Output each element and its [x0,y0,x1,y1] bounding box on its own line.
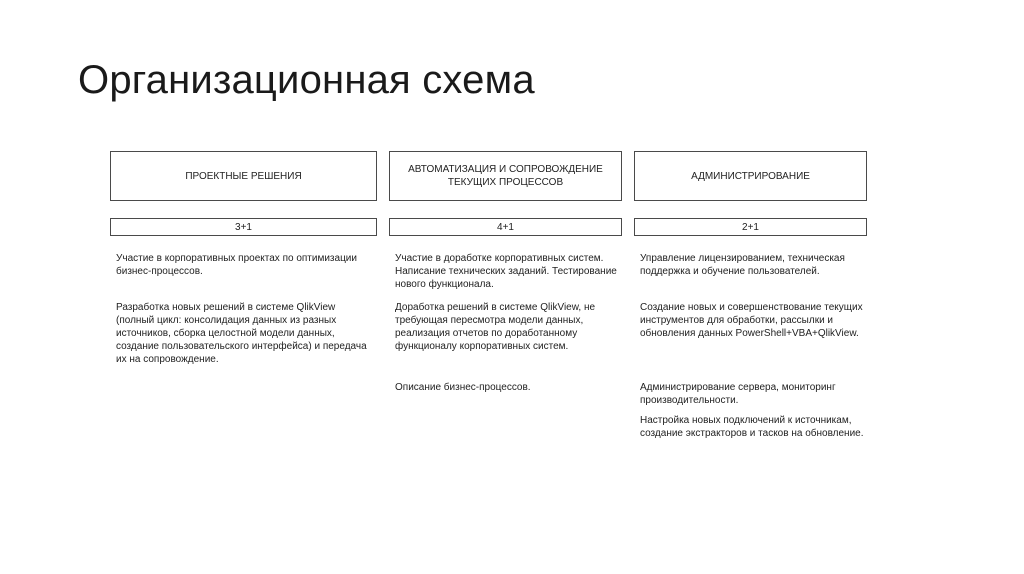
column-count-automation: 4+1 [389,218,622,236]
column-header-project-solutions: ПРОЕКТНЫЕ РЕШЕНИЯ [110,151,377,201]
column-count-project-solutions: 3+1 [110,218,377,236]
column-1-paragraph-2: Разработка новых решений в системе QlikView (полный цикл: консолидация данных из разных источников, сборка целостной модели данных, создание пользовательского интерфейса) и передача их на сопровождение. [116,302,367,365]
column-count-administration: 2+1 [634,218,867,236]
column-3-paragraph-3: Администрирование сервера, мониторинг производительности. [640,382,836,406]
column-3-paragraph-2: Создание новых и совершенствование текущих инструментов для обработки, рассылки и обновления данных PowerShell+VBA+QlikView. [640,302,863,339]
column-2-paragraph-3: Описание бизнес-процессов. [395,382,531,393]
page-title: Организационная схема [78,58,535,102]
column-2-paragraph-2: Доработка решений в системе QlikView, не требующая пересмотра модели данных, реализация отчетов по доработанному функционалу корпоративных систем. [395,302,596,352]
column-header-administration: АДМИНИСТРИРОВАНИЕ [634,151,867,201]
column-3-paragraph-4: Настройка новых подключений к источникам, создание экстракторов и тасков на обновление. [640,415,864,439]
column-3-paragraph-1: Управление лицензированием, техническая поддержка и обучение пользователей. [640,253,845,277]
column-header-automation: АВТОМАТИЗАЦИЯ И СОПРОВОЖДЕНИЕ ТЕКУЩИХ ПРОЦЕССОВ [389,151,622,201]
column-2-paragraph-1: Участие в доработке корпоративных систем. Написание технических заданий. Тестирование нового функционала. [395,253,617,290]
column-1-paragraph-1: Участие в корпоративных проектах по оптимизации бизнес-процессов. [116,253,357,277]
